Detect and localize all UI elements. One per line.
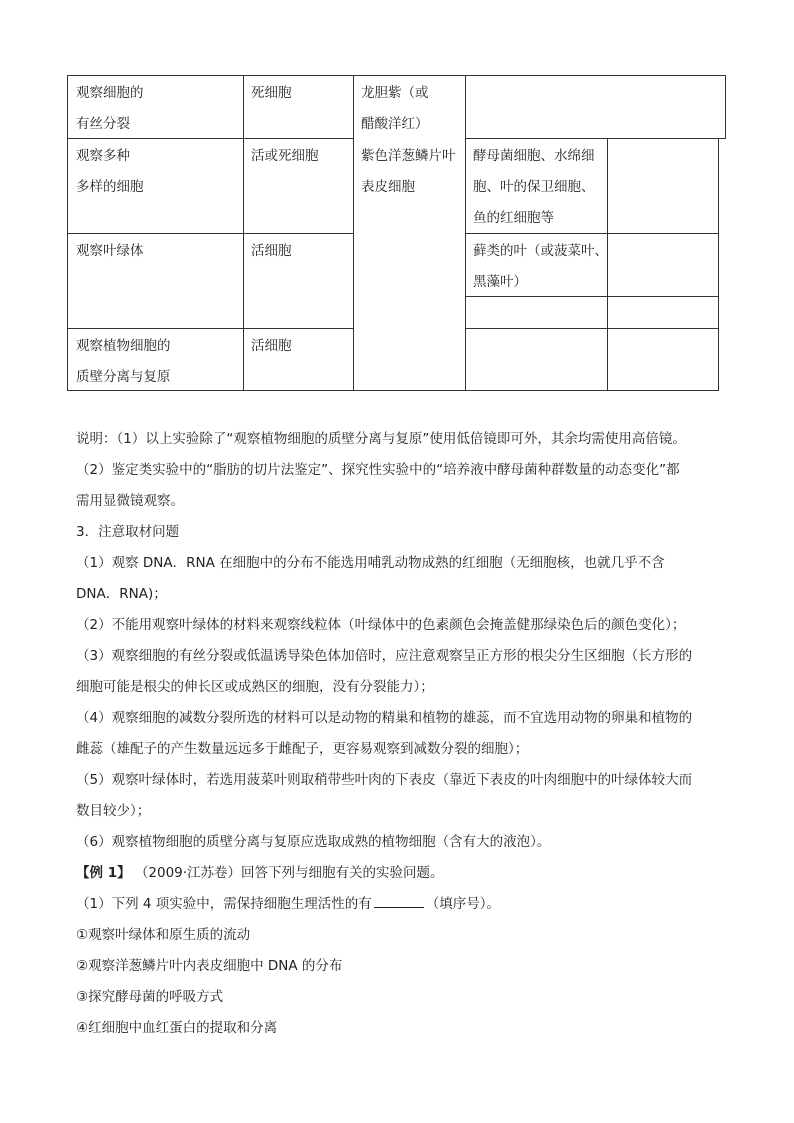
point-1: （1）观察 DNA．RNA 在细胞中的分布不能选用哺乳动物成熟的红细胞（无细胞核，也就几乎不含 xyxy=(76,555,665,571)
option-3: ③探究酵母菌的呼吸方式 xyxy=(76,989,224,1005)
table-cell xyxy=(251,141,319,172)
cell-text: 观察叶绿体 xyxy=(76,243,144,259)
table-cell xyxy=(76,236,144,267)
table-line xyxy=(67,75,725,76)
question-suffix: （填序号）。 xyxy=(425,896,501,912)
table-line xyxy=(353,75,354,391)
table-cell xyxy=(76,78,144,140)
cell-text: 有丝分裂 xyxy=(76,116,130,132)
point-3-cont: 细胞可能是根尖的伸长区或成熟区的细胞，没有分裂能力）； xyxy=(76,679,434,695)
cell-text: 酵母菌细胞、水绵细 xyxy=(473,148,595,164)
option-2: ②观察洋葱鳞片叶内表皮细胞中 DNA 的分布 xyxy=(76,958,343,974)
table-cell xyxy=(76,331,171,393)
cell-text: 龙胆紫（或 xyxy=(361,85,429,101)
table-line xyxy=(718,138,719,391)
point-6: （6）观察植物细胞的质壁分离与复原应选取成熟的植物细胞（含有大的液泡）。 xyxy=(76,834,551,850)
point-3: （3）观察细胞的有丝分裂或低温诱导染色体加倍时，应注意观察呈正方形的根尖分生区细胞（长方形的 xyxy=(76,648,693,664)
answer-blank[interactable] xyxy=(374,893,424,908)
table-cell xyxy=(361,78,429,140)
point-4: （4）观察细胞的减数分裂所选的材料可以是动物的精巢和植物的雄蕊，而不宜选用动物的卵巢和植物的 xyxy=(76,710,693,726)
cell-text: 观察多种 xyxy=(76,148,130,164)
table-line xyxy=(67,328,353,329)
cell-text: 观察细胞的 xyxy=(76,85,144,101)
table-line xyxy=(465,328,718,329)
section-heading: 3．注意取材问题 xyxy=(76,524,180,540)
option-4: ④红细胞中血红蛋白的提取和分离 xyxy=(76,1020,278,1036)
table-line xyxy=(465,138,725,139)
table-cell xyxy=(473,236,608,298)
cell-text: 紫色洋葱鳞片叶 xyxy=(361,148,456,164)
table-cell xyxy=(361,141,456,203)
question-1 xyxy=(76,892,500,916)
table-line xyxy=(465,75,466,391)
cell-text: 黑藻叶） xyxy=(473,274,527,290)
cell-text: 胞、叶的保卫细胞、 xyxy=(473,179,595,195)
cell-text: 质壁分离与复原 xyxy=(76,369,171,385)
cell-text: 多样的细胞 xyxy=(76,179,144,195)
table-line xyxy=(243,75,244,391)
cell-text: 活细胞 xyxy=(251,243,292,259)
example-heading xyxy=(76,861,444,885)
table-cell xyxy=(473,141,595,234)
point-4-cont: 雌蕊（雄配子的产生数量远远多于雌配子，更容易观察到减数分裂的细胞）； xyxy=(76,741,529,757)
point-5: （5）观察叶绿体时，若选用菠菜叶则取稍带些叶肉的下表皮（靠近下表皮的叶肉细胞中的叶绿体较大而 xyxy=(76,772,693,788)
table-line xyxy=(67,75,68,391)
cell-text: 表皮细胞 xyxy=(361,179,415,195)
example-label: 【例 1】 xyxy=(76,865,131,881)
example-text: （2009·江苏卷）回答下列与细胞有关的实验问题。 xyxy=(134,865,444,881)
cell-text: 死细胞 xyxy=(251,85,292,101)
point-2: （2）不能用观察叶绿体的材料来观察线粒体（叶绿体中的色素颜色会掩盖健那绿染色后的颜色变化）； xyxy=(76,617,686,633)
table-cell xyxy=(251,236,292,267)
table-cell xyxy=(251,331,292,362)
cell-text: 藓类的叶（或菠菜叶、 xyxy=(473,243,608,259)
cell-text: 醋酸洋红） xyxy=(361,116,429,132)
cell-text: 鱼的红细胞等 xyxy=(473,210,554,226)
cell-text: 活或死细胞 xyxy=(251,148,319,164)
table-line xyxy=(725,75,726,139)
cell-text: 观察植物细胞的 xyxy=(76,338,171,354)
note-2: （2）鉴定类实验中的“脂肪的切片法鉴定”、探究性实验中的“培养液中酵母菌种群数量的动态变化”都 xyxy=(76,462,680,478)
note-1: 说明：（1）以上实验除了“观察植物细胞的质壁分离与复原”使用低倍镜即可外，其余均需使用高倍镜。 xyxy=(76,431,686,447)
note-2-cont: 需用显微镜观察。 xyxy=(76,493,184,509)
point-5-cont: 数目较少）； xyxy=(76,803,151,819)
point-1-cont: DNA．RNA)； xyxy=(76,586,167,602)
option-1: ①观察叶绿体和原生质的流动 xyxy=(76,927,251,943)
table-cell xyxy=(251,78,292,109)
question-text: （1）下列 4 项实验中，需保持细胞生理活性的有 xyxy=(76,896,372,912)
cell-text: 活细胞 xyxy=(251,338,292,354)
table-line xyxy=(67,233,353,234)
table-cell xyxy=(76,141,144,203)
experiment-table xyxy=(0,0,794,400)
